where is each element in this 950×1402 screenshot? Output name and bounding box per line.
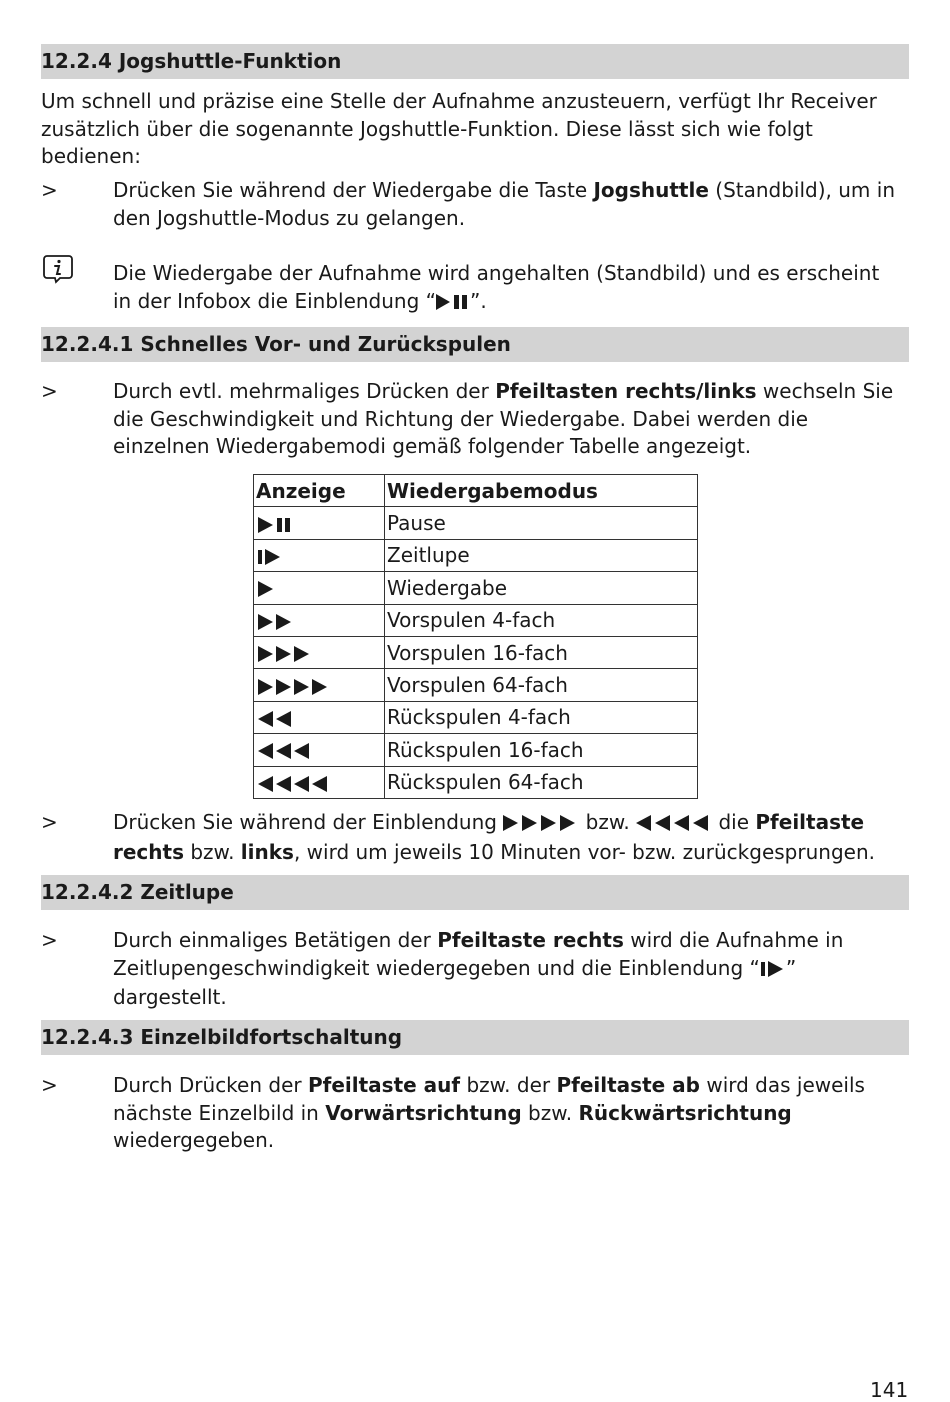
play-pause-icon [254, 507, 385, 539]
mode-label: Rückspulen 16-fach [385, 734, 698, 766]
bullet-marker: > [41, 928, 58, 952]
intro-paragraph: Um schnell und präzise eine Stelle der Aufnahme anzusteuern, verfügt Ihr Receiver zusätzlich über die sogenannte Jogshuttle-Funktion. Diese lässt sich wie folgt bedienen: [41, 89, 877, 168]
mode-label: Zeitlupe [385, 539, 698, 571]
bullet-marker: > [41, 178, 58, 202]
rewind-4-icon [636, 811, 712, 839]
jogshuttle-instruction: Drücken Sie während der Wiedergabe die Taste Jogshuttle (Standbild), um in den Jogshuttle-Modus zu gelangen. [113, 178, 895, 230]
bullet-marker: > [41, 1073, 58, 1097]
fast-forward-4-icon [503, 811, 579, 839]
table-row [254, 572, 698, 604]
table-row [254, 766, 698, 798]
page-number: 141 [870, 1378, 909, 1402]
play-icon [254, 572, 385, 604]
table-row [254, 539, 698, 571]
mode-label: Vorspulen 4-fach [385, 604, 698, 636]
playback-modes-table [253, 474, 698, 799]
table-header-row [254, 475, 698, 507]
skip-instruction: Drücken Sie während der Einblendung bzw. die Pfeiltaste rechts bzw. links, wird um jeweils 10 Minuten vor- bzw. zurückgesprungen. [113, 810, 875, 864]
mode-label: Wiedergabe [385, 572, 698, 604]
section-heading-slow-motion: 12.2.4.2 Zeitlupe [41, 875, 909, 910]
rewind-3-icon [254, 734, 385, 766]
mode-label: Rückspulen 4-fach [385, 701, 698, 733]
mode-label: Vorspulen 64-fach [385, 669, 698, 701]
section-heading-jogshuttle: 12.2.4 Jogshuttle-Funktion [41, 44, 909, 79]
bullet-marker: > [41, 379, 58, 403]
slow-motion-icon [760, 957, 786, 985]
arrow-keys-instruction: Durch evtl. mehrmaliges Drücken der Pfeiltasten rechts/links wechseln Sie die Geschwindigkeit und Richtung der Wiedergabe. Dabei werden die einzelnen Wiedergabemodi gemäß folgender Tabelle angezeigt. [113, 379, 894, 458]
table-row [254, 734, 698, 766]
fast-forward-3-icon [254, 636, 385, 668]
section-heading-fast-wind: 12.2.4.1 Schnelles Vor- und Zurückspulen [41, 327, 909, 362]
column-header-mode: Wiedergabemodus [385, 475, 698, 507]
info-note: Die Wiedergabe der Aufnahme wird angehalten (Standbild) und es erscheint in der Infobox die Einblendung “ ”. [113, 260, 903, 317]
table-row [254, 604, 698, 636]
column-header-display: Anzeige [254, 475, 385, 507]
play-pause-icon [436, 290, 470, 318]
fast-forward-4-icon [254, 669, 385, 701]
slow-motion-icon [254, 539, 385, 571]
table-row [254, 701, 698, 733]
table-row [254, 636, 698, 668]
mode-label: Rückspulen 64-fach [385, 766, 698, 798]
mode-label: Pause [385, 507, 698, 539]
rewind-4-icon [254, 766, 385, 798]
bullet-marker: > [41, 810, 58, 834]
mode-label: Vorspulen 16-fach [385, 636, 698, 668]
slow-motion-instruction: Durch einmaliges Betätigen der Pfeiltaste rechts wird die Aufnahme in Zeitlupengeschwindigkeit wiedergegeben und die Einblendung “ ” dargestellt. [113, 928, 844, 1009]
table-row [254, 507, 698, 539]
section-heading-single-frame: 12.2.4.3 Einzelbildfortschaltung [41, 1020, 909, 1055]
rewind-2-icon [254, 701, 385, 733]
fast-forward-2-icon [254, 604, 385, 636]
single-frame-instruction: Durch Drücken der Pfeiltaste auf bzw. der Pfeiltaste ab wird das jeweils nächste Einzelbild in Vorwärtsrichtung bzw. Rückwärtsrichtung wiedergegeben. [113, 1073, 865, 1152]
info-icon [42, 254, 74, 284]
table-row [254, 669, 698, 701]
